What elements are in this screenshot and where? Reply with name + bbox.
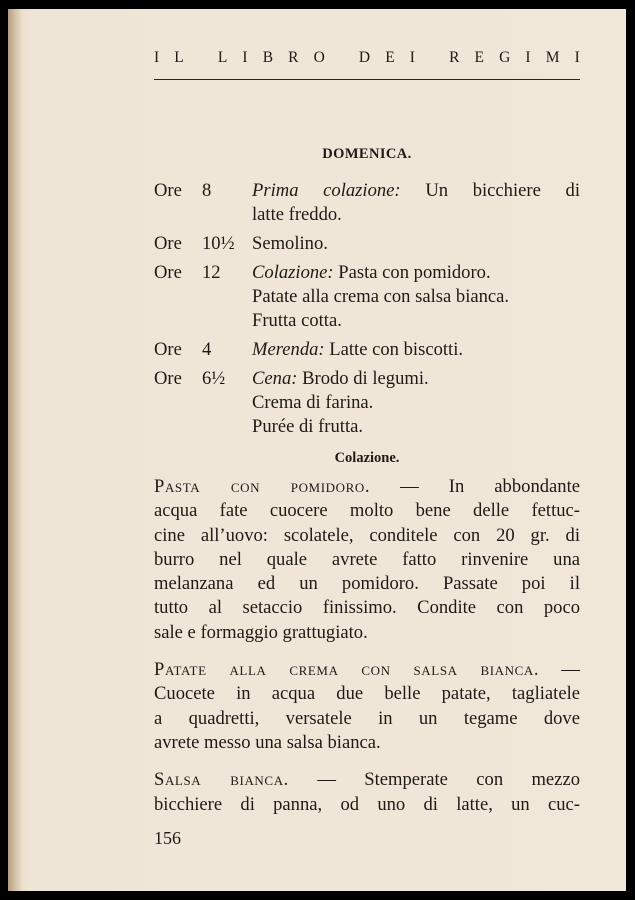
schedule-hour: 6½ [202,368,226,389]
meal-text: Latte con biscotti. [329,339,464,360]
schedule-row [154,338,580,362]
recipe-text: melanzana ed un pomidoro. Passate poi il [154,573,580,595]
header-rule [154,79,580,80]
recipe-paragraph [154,658,580,755]
schedule-row [154,179,580,227]
recipe-text: sale e formaggio grattugiato. [154,621,368,643]
recipe-text: bicchiere di panna, od uno di latte, un cuc- [154,793,580,815]
running-head: I L L I B R O D E I R E G I M I [154,49,580,66]
meal-label: Prima colazione: [252,180,401,201]
schedule-ore: Ore [154,233,182,254]
recipe-title: Salsa bianca. [154,769,289,791]
meal-text: Un bicchiere di [425,180,580,201]
schedule-desc [252,367,580,439]
page-gutter [8,9,22,891]
meal-label: Cena: [252,368,298,389]
schedule-ore: Ore [154,368,182,389]
recipe-text: — In abbondante [400,476,581,497]
section-title: DOMENICA. [322,146,412,162]
schedule-desc [252,232,580,256]
page-number: 156 [154,828,181,848]
recipe-title: Patate alla crema con salsa bianca. [154,659,540,681]
recipe-text: cine all’uovo: scolatele, conditele con 20 gr. di [154,524,580,546]
book-page [8,9,626,891]
schedule-desc [252,179,580,227]
schedule-ore: Ore [154,262,182,283]
schedule-ore: Ore [154,339,182,360]
recipe-text: — Stemperate con mezzo [317,769,580,791]
schedule-hour: 8 [202,180,212,201]
subsection-title: Colazione. [334,450,400,466]
meal-text: latte freddo. [252,204,342,225]
recipe-paragraph [154,768,580,817]
meal-schedule [154,179,580,444]
recipe-text: acqua fate cuocere molto bene delle fettuc- [154,500,580,522]
meal-label: Colazione: [252,262,334,283]
recipe-text: — [561,659,580,681]
schedule-desc [252,261,580,333]
recipe-text: a quadretti, versatele in un tegame dove [154,707,580,729]
meal-text: Pasta con pomidoro. [338,262,491,283]
meal-text: Patate alla crema con salsa bianca. [252,286,510,307]
schedule-desc [252,338,580,362]
schedule-row [154,367,580,439]
meal-text: Purée di frutta. [252,416,364,437]
meal-text: Semolino. [252,233,328,254]
recipe-title: Pasta con pomidoro. [154,476,371,497]
schedule-row [154,261,580,333]
recipe-text: burro nel quale avrete fatto rinvenire una [154,548,580,570]
meal-label: Merenda: [252,339,325,360]
recipe-paragraph [154,475,580,645]
recipe-text: avrete messo una salsa bianca. [154,731,381,753]
meal-text: Crema di farina. [252,392,374,413]
recipe-text: Cuocete in acqua due belle patate, tagliatele [154,683,580,705]
schedule-row [154,232,580,256]
recipe-text: tutto al setaccio finissimo. Condite con poco [154,597,580,619]
recipes [154,475,580,830]
schedule-hour: 4 [202,339,212,360]
meal-text: Brodo di legumi. [302,368,429,389]
schedule-hour: 10½ [202,233,235,254]
schedule-ore: Ore [154,180,182,201]
meal-text: Frutta cotta. [252,310,342,331]
schedule-hour: 12 [202,262,221,283]
